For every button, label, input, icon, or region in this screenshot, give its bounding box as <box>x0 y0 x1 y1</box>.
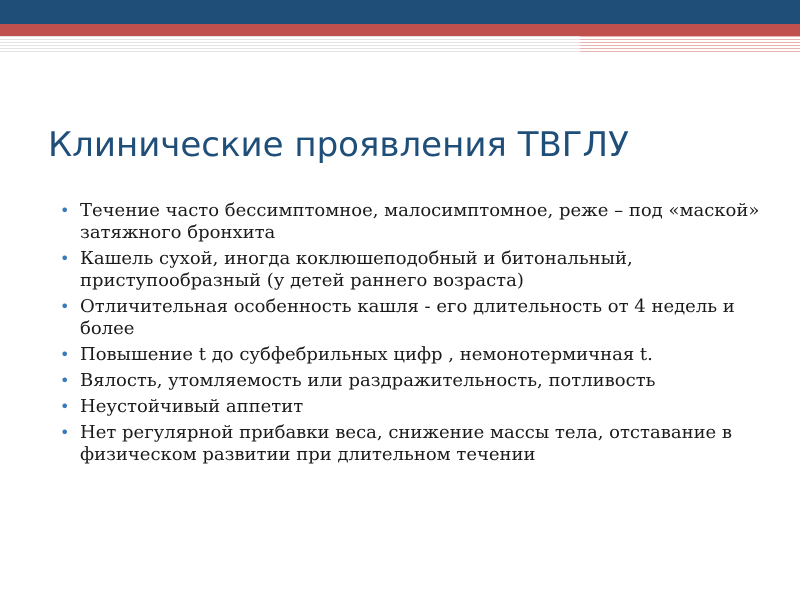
bullet-text: Неустойчивый аппетит <box>80 396 304 417</box>
bullet-item <box>60 422 760 466</box>
bullet-icon: • <box>60 297 70 316</box>
bullet-text: Кашель сухой, иногда коклюшеподобный и битональный, приступообразный (у детей раннего возраста) <box>80 248 633 291</box>
bullet-text: Отличительная особенность кашля - его длительность от 4 недель и более <box>80 296 735 339</box>
bullet-text: Нет регулярной прибавки веса, снижение массы тела, отставание в физическом развитии при длительном течении <box>80 422 733 465</box>
bullet-icon: • <box>60 345 70 364</box>
bullet-text: Вялость, утомляемость или раздражительность, потливость <box>80 370 656 391</box>
bullet-text: Повышение t до субфебрильных цифр , немонотермичная t. <box>80 344 653 365</box>
bullet-icon: • <box>60 423 70 442</box>
header-stripes-accent <box>580 36 800 52</box>
bullet-text: Течение часто бессимптомное, малосимптомное, реже – под «маской» затяжного бронхита <box>80 200 760 243</box>
bullet-item <box>60 200 760 244</box>
bullet-item <box>60 344 760 366</box>
bullet-list <box>60 200 760 470</box>
bullet-item <box>60 296 760 340</box>
slide-title: Клинические проявления ТВГЛУ <box>48 125 629 165</box>
bullet-item <box>60 248 760 292</box>
bullet-icon: • <box>60 371 70 390</box>
bullet-item <box>60 396 760 418</box>
header-band-red <box>0 24 800 36</box>
header-band-blue <box>0 0 800 24</box>
bullet-icon: • <box>60 249 70 268</box>
bullet-icon: • <box>60 397 70 416</box>
bullet-icon: • <box>60 201 70 220</box>
bullet-item <box>60 370 760 392</box>
